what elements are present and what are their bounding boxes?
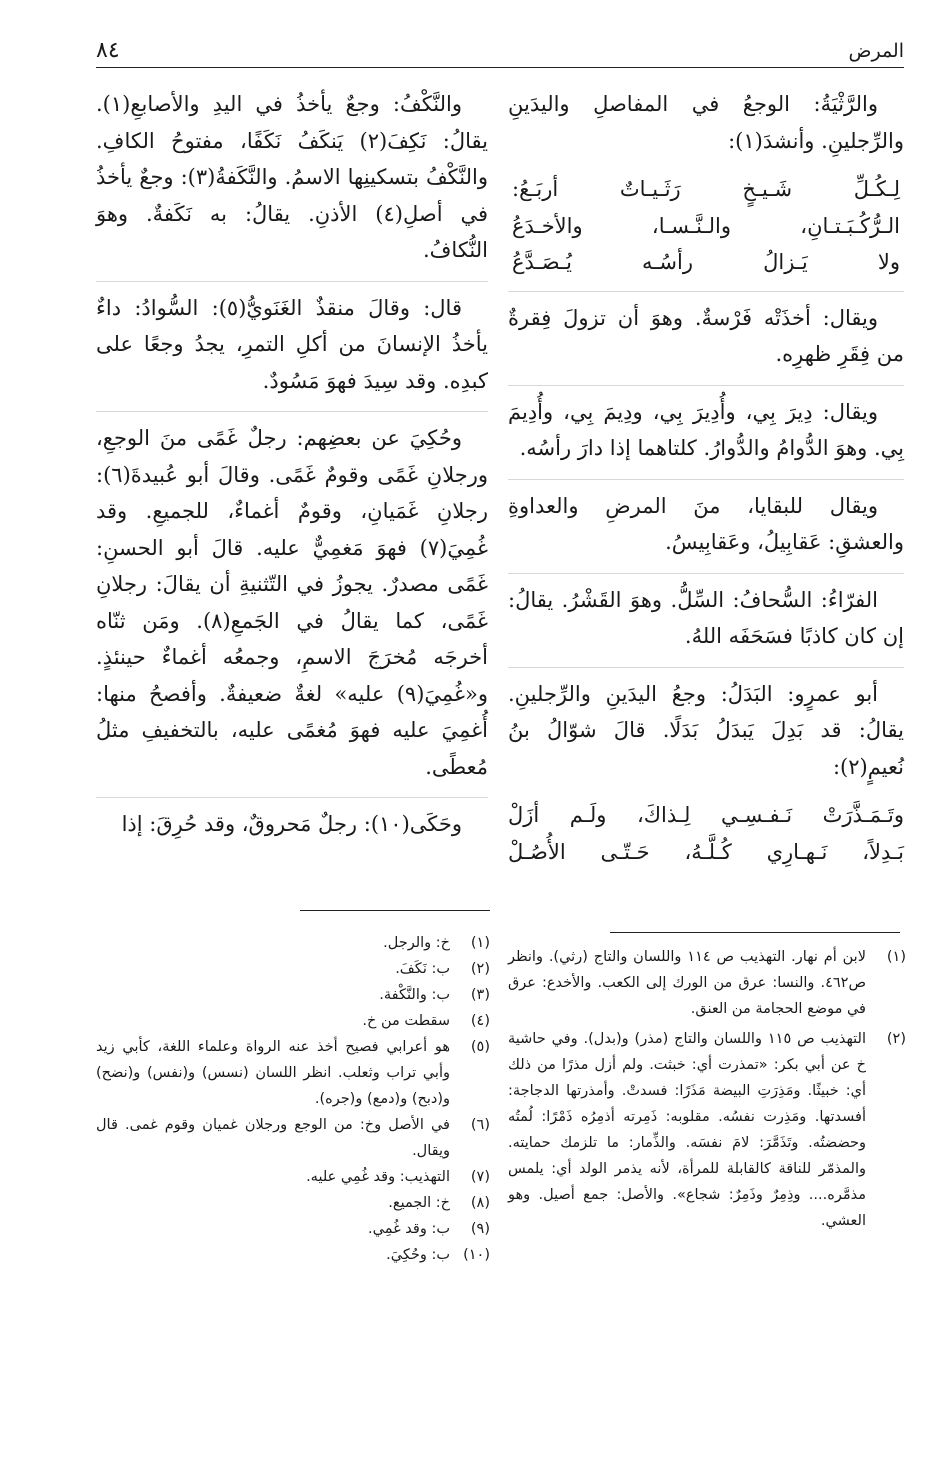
verse-line: ولا يَـزالُ رأسُـه يُـصَـدَّعُ — [512, 250, 900, 274]
footnote-number: (٨) — [470, 1195, 490, 1211]
verse-block — [508, 171, 904, 281]
paragraph: ويقال: أخذَتْه فَرْسةٌ. وهوَ أن تزولَ فِقرةٌ من فِقَرِ ظهرِه. — [508, 291, 904, 373]
footnote — [508, 944, 906, 1022]
verse-line: بَـدِلاً، نَـهـارِي كُـلَّـهُ، حَـتّـى الأُصُـلْ — [508, 839, 904, 864]
left-column — [96, 86, 488, 843]
footnote-text: لابن أم نهار. التهذيب ص ١١٤ واللسان والتاج (رثي). وانظر ص٤٦٢. والنسا: عرق من الورك إلى الكعب. والأخدع: عرق في موضع الحجامة من العنق. — [508, 949, 866, 1017]
footnote-divider — [610, 932, 900, 933]
footnote — [96, 982, 490, 1008]
footnote — [96, 930, 490, 956]
footnote-text: خ: والرجل. — [383, 935, 450, 951]
paragraph: ويقال: دِيرَ بِي، وأُدِيرَ بِي، ودِيمَ بِي، وأُدِيمَ بِي. وهوَ الدُّوامُ والدُّوارُ. كلتاهما إذا دارَ رأسُه. — [508, 385, 904, 467]
verse-line: الـرُّكُـبَـتـانِ، والـنَّـسـا، والأخـدَعُ — [512, 213, 900, 238]
paragraph: وحَكَى(١٠): رجلٌ مَحروقٌ، وقد حُرِقَ: إذا — [96, 797, 488, 843]
page-header — [96, 36, 904, 68]
page-number: ٨٤ — [96, 38, 120, 63]
footnote-number: (٥) — [470, 1039, 490, 1055]
footnote — [96, 1164, 490, 1190]
footnote-number: (١) — [470, 935, 490, 951]
right-column — [508, 86, 904, 880]
paragraph: الفرّاءُ: السُّحافُ: السِّلُّ. وهوَ القَشْرُ. يقالُ: إن كان كاذبًا فسَحَفَه اللهُ. — [508, 573, 904, 655]
footnote-text: ب: والنَّكْفة. — [379, 987, 450, 1003]
footnote-text: سقطت من خ. — [362, 1013, 450, 1029]
footnote — [96, 1190, 490, 1216]
footnote — [96, 1242, 490, 1268]
footnote-number: (٧) — [470, 1169, 490, 1185]
footnote — [508, 1026, 906, 1234]
footnote-number: (٢) — [470, 961, 490, 977]
verse-line: لِـكُـلِّ شَـيـخٍ رَثَـيـاتٌ أربَـعُ: — [512, 177, 900, 201]
footnote-number: (٩) — [470, 1221, 490, 1237]
verse-line: وتَـمَـذَّرَتْ نَـفـسِـي لِـذاكَ، ولَـم أزَلْ — [508, 803, 904, 827]
footnote-text: هو أعرابي فصيح أخذ عنه الرواة وعلماء اللغة، كأبي زيد وأبي تراب وثعلب. انظر اللسان (نسس) و(نفس) و(نضح) و(دبح) و(دمع) و(جره). — [96, 1039, 450, 1107]
footnote-text: في الأصل وخ: من الوجع ورجلان غميان وقوم غمى. قال ويقال. — [96, 1117, 450, 1159]
footnote-text: خ: الجميع. — [388, 1195, 450, 1211]
paragraph: والرَّثْيَةُ: الوجعُ في المفاصلِ واليدَينِ والرِّجلينِ. وأنشدَ(١): — [508, 92, 904, 153]
paragraph: قال: وقالَ منقذٌ الغَنَويُّ(٥): السُّوادُ: داءٌ يأخذُ الإنسانَ من أكلِ التمرِ، يجدُ وجعًا على كبدِه. وقد سِيدَ فهوَ مَسُودٌ. — [96, 281, 488, 400]
running-title: المرض — [848, 40, 904, 62]
footnote-text: التهذيب ص ١١٥ واللسان والتاج (مذر) و(بدل). وفي حاشية خ عن أبي بكر: «تمذرت أي: خبثت. ولم أزل مذرًا من ذلك أي: خبيثًا. ومَذِرَتِ البيضة مَذَرًا: فسدتْ. وأمذرتها الدجاجة: أفسدتها. ومَذِرت نفسُه. مقلوبه: ذَمِرته أذمِرُه ذَمْرًا: لُمتُه وحضضتُه. وتَذَمَّرَ: لامَ نفسَه. والذِّمار: ما تلزمك حمايته. والمذمّر للناقة كالقابلة للمرأة، لأنه يذمر الولد أي: يلمس مذمَّره.... وذِمِرٌ وذَمِرٌ: شجاع». والأصل: جمع أصيل. وهو العشي. — [508, 1031, 867, 1229]
footnote — [96, 1216, 490, 1242]
verse-block — [508, 797, 904, 870]
paragraph: أبو عمرٍو: البَدَلُ: وجعُ اليدَينِ والرِّجلينِ. يقالُ: قد بَدِلَ يَبدَلُ بَدَلًا. قالَ شوّالُ بنُ نُعيمٍ(٢): — [508, 667, 904, 786]
footnote-divider — [300, 910, 490, 911]
footnote — [96, 1112, 490, 1164]
footnote-number: (٣) — [470, 987, 490, 1003]
footnote — [96, 956, 490, 982]
footnote-number: (٦) — [470, 1117, 490, 1133]
footnote-number: (١٠) — [463, 1247, 490, 1263]
footnote-number: (١) — [886, 949, 906, 965]
footnote — [96, 1034, 490, 1112]
paragraph: ويقال للبقايا، منَ المرضِ والعداوةِ والعشقِ: عَقابِيلُ، وعَقابِيسُ. — [508, 479, 904, 561]
footnote — [96, 1008, 490, 1034]
footnotes-left — [96, 930, 490, 1268]
paragraph: والنَّكْفُ: وجعٌ يأخذُ في اليدِ والأصابعِ(١). يقالُ: نَكِفَ(٢) يَنكَفُ نَكَفًا، مفتوحُ الكافِ. والنَّكْفُ بتسكينِها الاسمُ. والنَّكَفةُ(٣): وجعٌ يأخذُ في أصلِ(٤) الأذنِ. يقالُ: به نَكَفةٌ. وهوَ النُّكافُ. — [96, 92, 489, 262]
footnote-text: ب: نَكَفَ. — [395, 961, 450, 977]
footnote-text: ب: وقد غُمِي. — [368, 1221, 450, 1237]
footnote-number: (٤) — [470, 1013, 490, 1029]
footnote-text: ب: وحُكِيَ. — [386, 1247, 450, 1263]
footnote-number: (٢) — [886, 1031, 906, 1047]
footnotes-right — [508, 944, 906, 1238]
footnote-text: التهذيب: وقد غُمِي عليه. — [306, 1169, 450, 1185]
paragraph: وحُكِيَ عن بعضِهم: رجلٌ غَمًى منَ الوجعِ، ورجلانِ غَمًى وقومٌ غَمًى. وقالَ أبو عُبيدةَ(٦): رجلانِ غَمَيانِ، وقومٌ أغماءٌ، للجميعِ. وقد غُمِيَ(٧) فهوَ مَغمِيٌّ عليه. قالَ أبو الحسنِ: غَمًى مصدرٌ. يجوزُ في التّثنيةِ أن يقالَ: رجلانِ غَمًى، كما يقالُ في الجَمعِ(٨). ومَن ثنّاه أخرجَه مُخرَجَ الاسمِ، وجمعُه أغماءٌ حينئذٍ. و«غُمِيَ(٩) عليه» لغةٌ ضعيفةٌ. وأفصحُ منها: أُغمِيَ عليه فهوَ مُغمًى عليه، بالتخفيفِ مثلُ مُعطًى. — [96, 411, 488, 785]
